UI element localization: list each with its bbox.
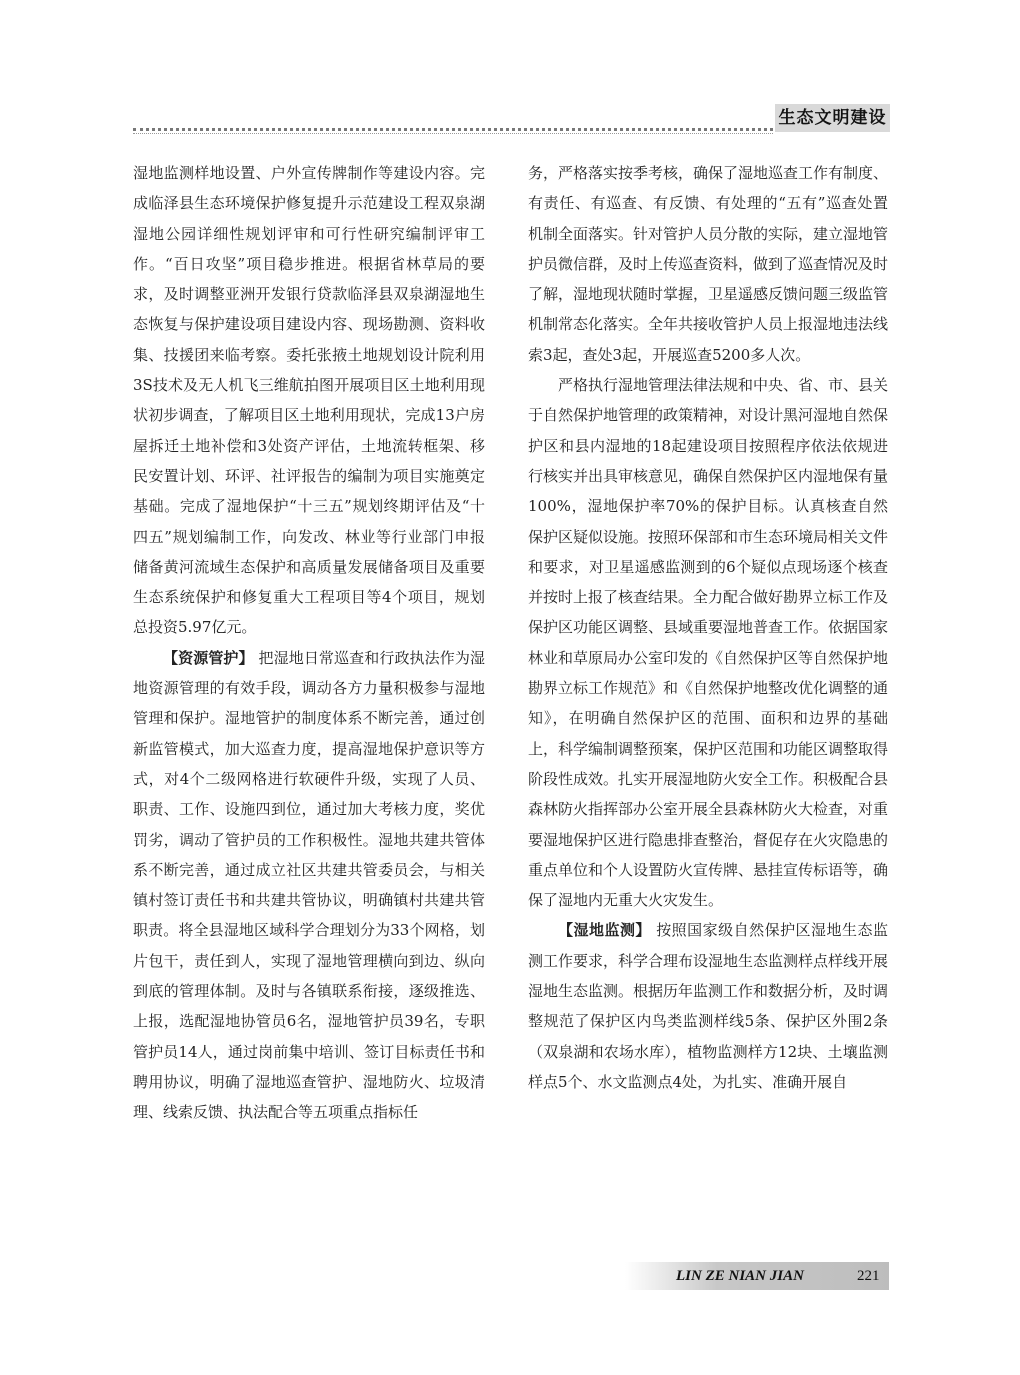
section-heading-resource-protection: 【资源管护】 <box>163 648 254 667</box>
journal-name: LIN ZE NIAN JIAN <box>676 1268 804 1284</box>
header-dotted-rule-thin <box>133 133 773 134</box>
paragraph: 务，严格落实按季考核，确保了湿地巡查工作有制度、有责任、有巡查、有反馈、有处理的“五有”巡查处置机制全面落实。针对管护人员分散的实际，建立湿地管护员微信群，及时上传巡查资料，做到了巡查情况及时了解，湿地现状随时掌握，卫星遥感反馈问题三级监管机制常态化落实。全年共接收管护人员上报湿地违法线索3起，查处3起，开展巡查5200多人次。 <box>528 164 889 364</box>
paragraph <box>133 643 485 1128</box>
paragraph-text: 按照国家级自然保护区湿地生态监测工作要求，科学合理布设湿地生态监测样点样线开展湿地生态监测。根据历年监测工作和数据分析，及时调整规范了保护区内鸟类监测样线5条、保护区外围2条（双泉湖和农场水库），植物监测样方12块、土壤监测样点5个、水文监测点4处，为扎实、准确开展自 <box>528 921 889 1091</box>
section-heading-wetland-monitoring: 【湿地监测】 <box>558 921 651 940</box>
paragraph: 严格执行湿地管理法律法规和中央、省、市、县关于自然保护地管理的政策精神，对设计黑河湿地自然保护区和县内湿地的18起建设项目按照程序依法依规进行核实并出具审核意见，确保自然保护区内湿地保有量100%，湿地保护率70%的保护目标。认真核查自然保护区疑似设施。按照环保部和市生态环境局相关文件和要求，对卫星遥感监测到的6个疑似点现场逐个核查并按时上报了核查结果。全力配合做好勘界立标工作及保护区功能区调整、县域重要湿地普查工作。依据国家林业和草原局办公室印发的《自然保护区等自然保护地勘界立标工作规范》和《自然保护地整改优化调整的通知》，在明确自然保护区的范围、面积和边界的基础上，科学编制调整预案，保护区范围和功能区调整取得阶段性成效。扎实开展湿地防火安全工作。积极配合县森林防火指挥部办公室开展全县森林防火大检查，对重要湿地保护区进行隐患排查整治，督促存在火灾隐患的重点单位和个人设置防火宣传牌、悬挂宣传标语等，确保了湿地内无重大火灾发生。 <box>528 376 889 910</box>
page-number: 221 <box>857 1268 880 1284</box>
paragraph-text: 把湿地日常巡查和行政执法作为湿地资源管理的有效手段，调动各方力量积极参与湿地管理和保护。湿地管护的制度体系不断完善，通过创新监管模式，加大巡查力度，提高湿地保护意识等方式，对4个二级网格进行软硬件升级，实现了人员、职责、工作、设施四到位，通过加大考核力度，奖优罚劣，调动了管护员的工作积极性。湿地共建共管体系不断完善，通过成立社区共建共管委员会，与相关镇村签订责任书和共建共管协议，明确镇村共建共管职责。将全县湿地区域科学合理划分为33个网格，划片包干，责任到人，实现了湿地管理横向到边、纵向到底的管理体制。及时与各镇联系衔接，逐级推选、上报，选配湿地协管员6名，湿地管护员39名，专职管护员14人，通过岗前集中培训、签订目标责任书和聘用协议，明确了湿地巡查管护、湿地防火、垃圾清理、线索反馈、执法配合等五项重点指标任 <box>133 648 485 1122</box>
right-column <box>528 158 888 1097</box>
paragraph: 湿地监测样地设置、户外宣传牌制作等建设内容。完成临泽县生态环境保护修复提升示范建设工程双泉湖湿地公园详细性规划评审和可行性研究编制评审工作。“百日攻坚”项目稳步推进。根据省林草局的要求，及时调整亚洲开发银行贷款临泽县双泉湖湿地生态恢复与保护建设项目建设内容、现场勘测、资料收集、技援团来临考察。委托张掖土地规划设计院利用3S技术及无人机飞三维航拍图开展项目区土地利用现状初步调查，了解项目区土地利用现状，完成13户房屋拆迁土地补偿和3处资产评估，土地流转框架、移民安置计划、环评、社评报告的编制为项目实施奠定基础。完成了湿地保护“十三五”规划终期评估及“十四五”规划编制工作，向发改、林业等行业部门申报储备黄河流域生态保护和高质量发展储备项目及重要生态系统保护和修复重大工程项目等4个项目，规划总投资5.97亿元。 <box>133 164 485 637</box>
left-column <box>133 158 485 1128</box>
section-title: 生态文明建设 <box>775 104 890 132</box>
header-dotted-rule <box>133 128 773 131</box>
paragraph <box>528 915 888 1097</box>
